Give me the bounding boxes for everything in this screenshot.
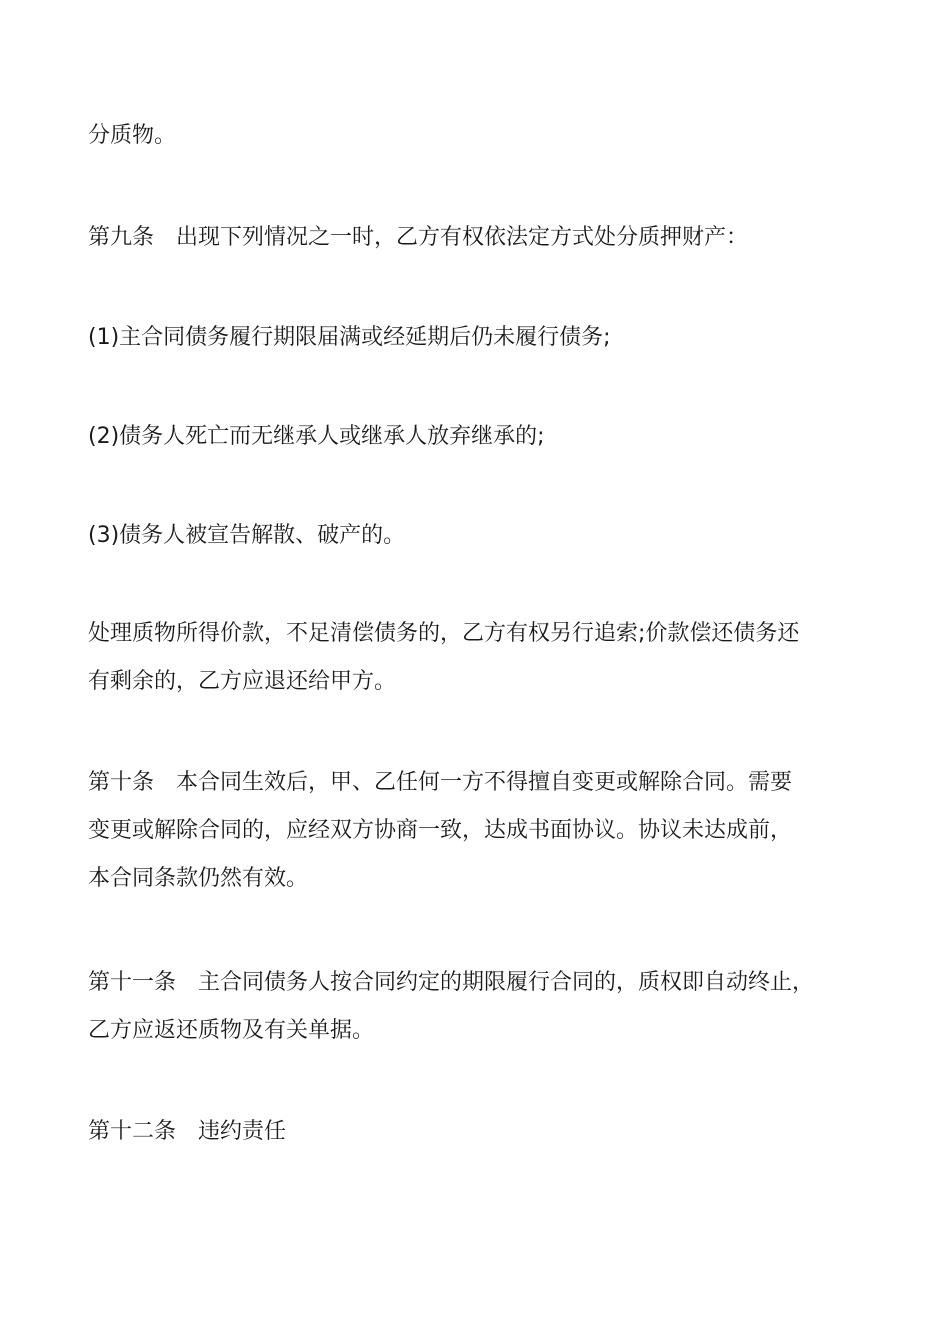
text-line: (2)债务人死亡而无继承人或继承人放弃继承的; (88, 424, 545, 449)
text-line: 第九条 出现下列情况之一时，乙方有权依法定方式处分质押财产： (88, 225, 749, 250)
list-item-3 (88, 512, 878, 560)
list-item-1 (88, 314, 878, 362)
list-item-2 (88, 413, 878, 461)
article-12-heading (88, 1108, 878, 1156)
text-line: 处理质物所得价款，不足清偿债务的，乙方有权另行追索;价款偿还债务还 (88, 621, 800, 646)
text-line: 变更或解除合同的，应经双方协商一致，达成书面协议。协议未达成前， (88, 818, 793, 843)
text-line: 分质物。 (88, 123, 177, 148)
text-line: 乙方应返还质物及有关单据。 (88, 1018, 375, 1043)
text-line: 第十一条 主合同债务人按合同约定的期限履行合同的，质权即自动终止， (88, 970, 815, 995)
text-line: (1)主合同债务履行期限届满或经延期后仍未履行债务; (88, 325, 611, 350)
text-line: 第十条 本合同生效后，甲、乙任何一方不得擅自变更或解除合同。需要 (88, 770, 793, 795)
text-line: (3)债务人被宣告解散、破产的。 (88, 523, 406, 548)
text-line: 本合同条款仍然有效。 (88, 866, 309, 891)
paragraph-disposal-proceeds (88, 610, 878, 706)
article-11 (88, 959, 878, 1055)
article-10 (88, 759, 878, 903)
text-line: 第十二条 违约责任 (88, 1119, 287, 1144)
paragraph-continuation (88, 112, 878, 160)
text-line: 有剩余的，乙方应退还给甲方。 (88, 669, 397, 694)
article-9-heading (88, 214, 878, 262)
